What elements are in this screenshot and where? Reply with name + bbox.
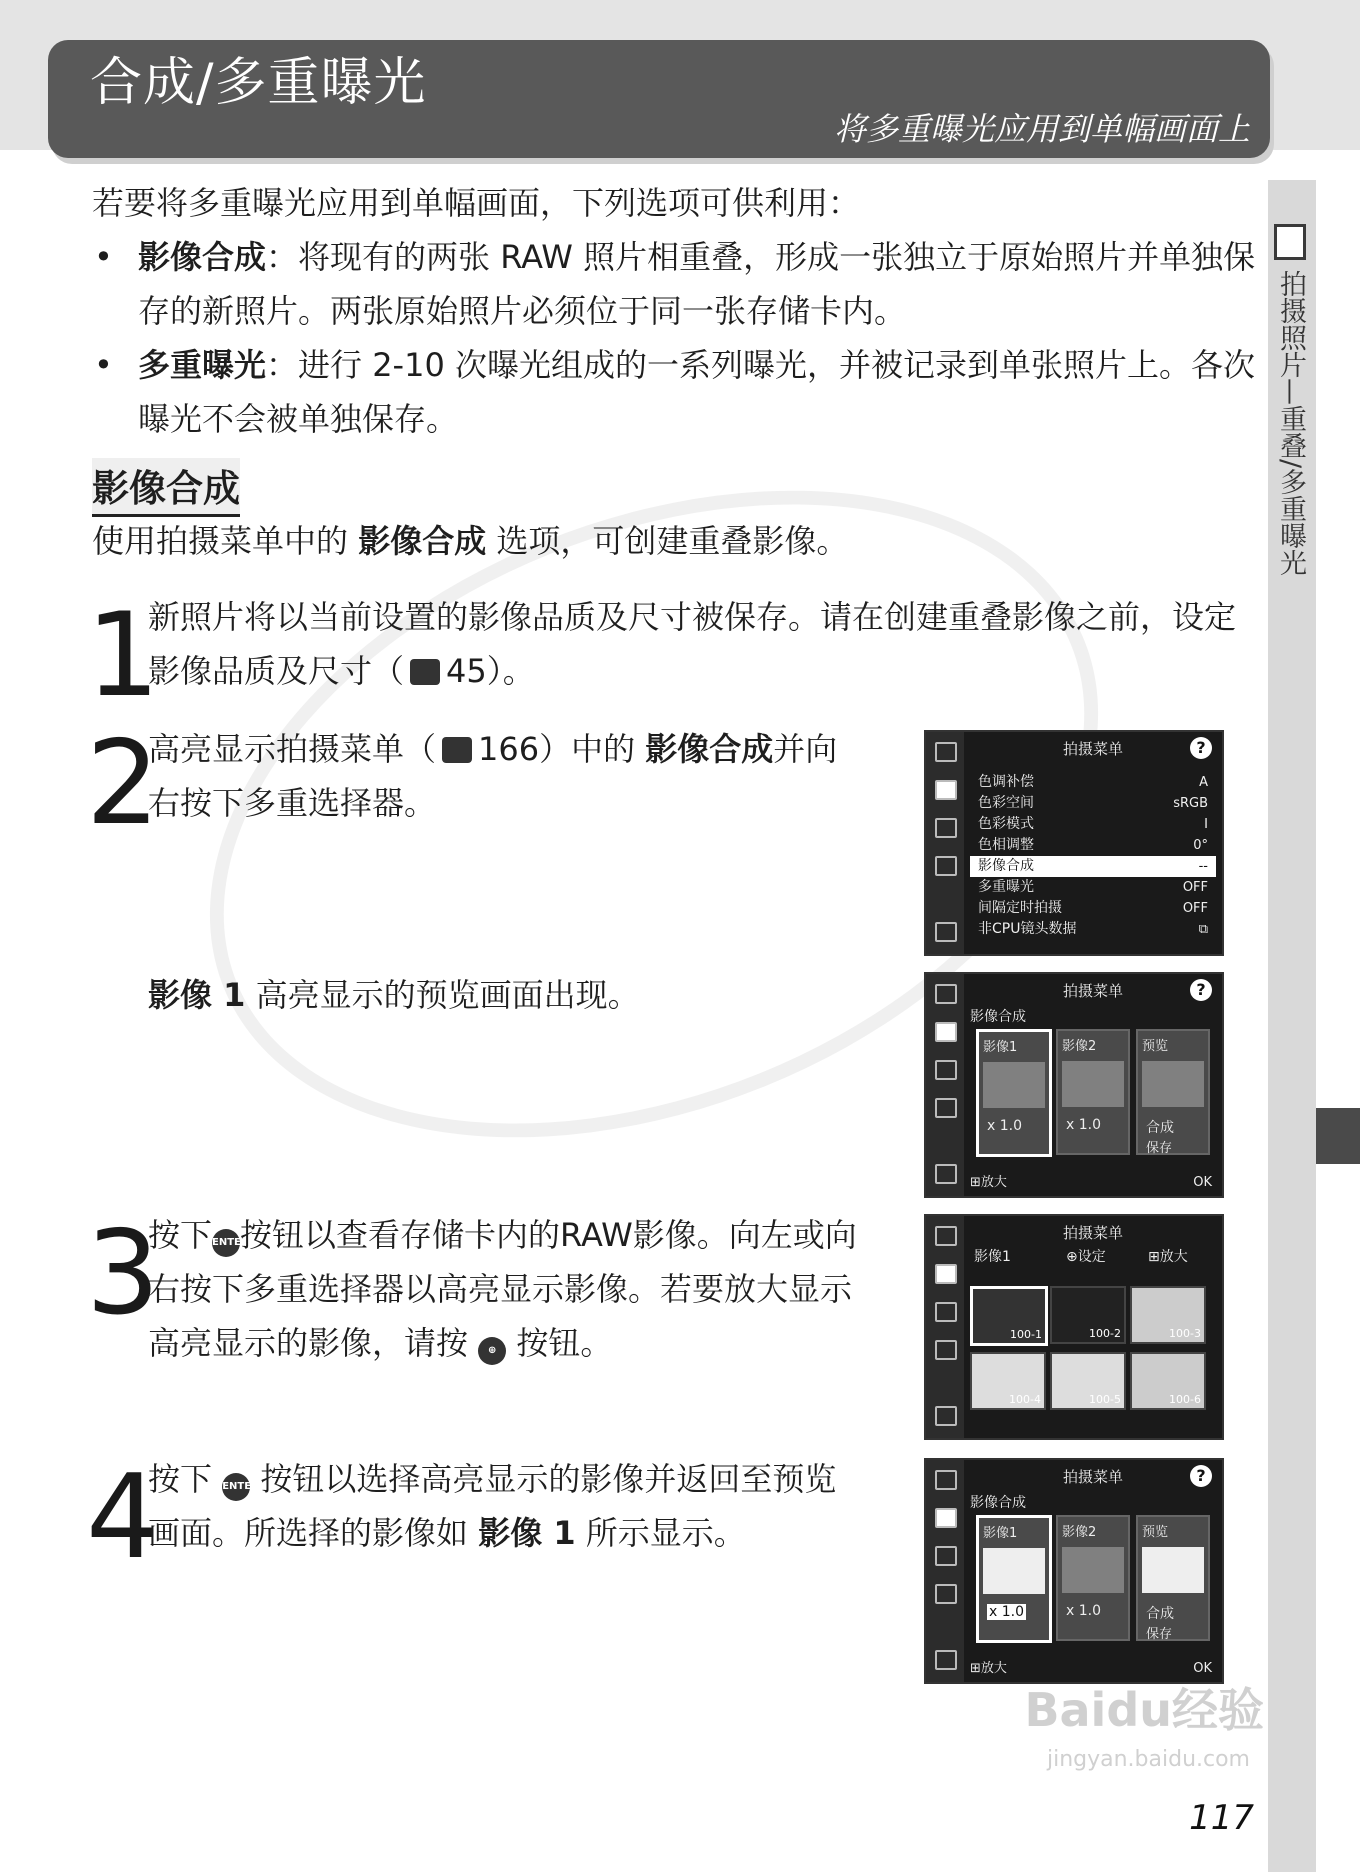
merge-label: 合成 [1146, 1120, 1174, 1136]
card-label: 影像2 [1062, 1039, 1097, 1054]
page-ref: 166 [478, 730, 540, 768]
menu-row-label: 色相调整 [978, 837, 1034, 853]
desc-post: 选项，可创建重叠影像。 [486, 522, 849, 560]
bullet-dot: • [94, 346, 113, 384]
thumbnail [970, 1352, 1046, 1410]
menu-row-value: OFF [1182, 880, 1208, 895]
card-label: 影像1 [983, 1040, 1018, 1055]
note-text: 高亮显示的预览画面出现。 [245, 976, 640, 1014]
menu-row-label: 色彩模式 [978, 816, 1034, 832]
card-thumb [1142, 1547, 1204, 1593]
recent-icon [935, 1164, 957, 1184]
image1-card [976, 1515, 1052, 1643]
zoom-label: ⊞放大 [1148, 1249, 1188, 1265]
image2-card [1056, 1029, 1130, 1155]
menu-row-value: 0° [1193, 838, 1208, 853]
page-ref: 45 [446, 652, 487, 690]
save-label: 保存 [1146, 1141, 1173, 1156]
step-text-part: 按钮以查看存储卡内的RAW影像。向左或向右按下多重选择器以高亮显示影像。若要放大显示高亮显示的影像，请按 [148, 1216, 857, 1362]
thumb-label: 100-5 [1089, 1393, 1121, 1406]
menu-row-label: 多重曝光 [978, 879, 1034, 895]
menu-row-selected [970, 856, 1216, 877]
ok-label: OK [1193, 1175, 1212, 1190]
bullet-text: ：将现有的两张 RAW 照片相重叠，形成一张独立于原始照片并单独保存的新照片。两张原始照片必须位于同一张存储卡内。 [138, 238, 1256, 330]
preview-card [1136, 1515, 1210, 1641]
step-term: 影像 1 [478, 1514, 576, 1552]
wrench-icon [935, 1584, 957, 1604]
ok-label: OK [1193, 1661, 1212, 1676]
step-term: 影像合成 [645, 730, 774, 768]
help-icon: ? [1190, 1465, 1212, 1487]
book-ref-icon [410, 659, 440, 685]
browser-label: 影像1 [974, 1249, 1011, 1265]
menu-side-tabs [926, 732, 964, 954]
desc-pre: 使用拍摄菜单中的 [92, 522, 359, 560]
baidu-url: jingyan.baidu.com [1046, 1747, 1250, 1772]
step-text [148, 1208, 860, 1370]
overlay-subtitle: 影像合成 [970, 1009, 1026, 1025]
preview-card [1136, 1029, 1210, 1155]
menu-row [970, 877, 1216, 898]
card-thumb [1062, 1061, 1124, 1107]
gain-value: x 1.0 [1066, 1117, 1101, 1133]
menu-row-value: I [1204, 817, 1208, 832]
menu-side-tabs [926, 1460, 964, 1682]
menu-title: 拍摄菜单 [1062, 1468, 1123, 1486]
menu-row-label: 间隔定时拍摄 [978, 900, 1062, 916]
thumb-label: 100-1 [1010, 1328, 1042, 1341]
zoom-icon: ⊞ [970, 1175, 981, 1190]
card-thumb [1142, 1061, 1204, 1107]
help-icon: ? [1190, 979, 1212, 1001]
recent-icon [935, 1650, 957, 1670]
shooting-icon [935, 1508, 957, 1528]
bullet-text: ：进行 2-10 次曝光组成的一系列曝光，并被记录到单张照片上。各次曝光不会被单独保存。 [138, 346, 1255, 438]
playback-icon [935, 742, 957, 762]
menu-row [970, 793, 1216, 814]
wrench-icon [935, 1340, 957, 1360]
menu-side-tabs [926, 1216, 964, 1438]
wrench-icon [935, 1098, 957, 1118]
menu-row-label: 色调补偿 [978, 774, 1034, 790]
camera-section-icon [1274, 224, 1306, 260]
card-label: 影像2 [1062, 1525, 1097, 1540]
camera-menu-screen [924, 730, 1224, 956]
menu-title: 拍摄菜单 [1062, 1224, 1123, 1242]
step-text-part: 并向右按下多重选择器。 [148, 730, 838, 822]
step-text-part: ）中的 [539, 730, 646, 768]
note-term: 影像 1 [148, 976, 246, 1014]
zoom-label: 放大 [980, 1661, 1007, 1676]
pencil-icon [935, 1546, 957, 1566]
card-label: 预览 [1142, 1039, 1169, 1054]
menu-row-label: 色彩空间 [978, 795, 1034, 811]
zoom-icon: ⊞ [970, 1661, 981, 1676]
step-text-part: ）。 [486, 652, 535, 690]
thumb-label: 100-4 [1009, 1393, 1041, 1406]
wrench-icon [935, 856, 957, 876]
overlay-selected-screen [924, 1458, 1224, 1684]
step-number: 3 [86, 1206, 160, 1341]
pencil-icon [935, 1302, 957, 1322]
step-number: 1 [86, 588, 160, 723]
thumb-label: 100-6 [1169, 1393, 1201, 1406]
bullet-dot: • [94, 238, 113, 276]
shooting-icon [935, 1022, 957, 1042]
overlay-preview-screen [924, 972, 1224, 1198]
zoom-text: 放大 [1159, 1249, 1188, 1265]
shooting-icon [935, 780, 957, 800]
set-text: 设定 [1077, 1249, 1106, 1265]
playback-icon [935, 984, 957, 1004]
menu-side-tabs [926, 974, 964, 1196]
step-note [148, 968, 640, 1022]
card-thumb [1062, 1547, 1124, 1593]
card-label: 影像1 [983, 1526, 1018, 1541]
step-text-part: 按下 [148, 1460, 223, 1498]
bullet-item [92, 230, 1258, 338]
menu-row-value: sRGB [1173, 796, 1208, 811]
gain-value: x 1.0 [1066, 1603, 1101, 1619]
menu-row-label: 影像合成 [978, 858, 1034, 874]
step-text [148, 1452, 860, 1560]
thumbnail [1050, 1352, 1126, 1410]
menu-row [970, 814, 1216, 835]
book-ref-icon [442, 737, 472, 763]
thumbnail [1130, 1286, 1206, 1344]
shooting-icon [935, 1264, 957, 1284]
pencil-icon [935, 1060, 957, 1080]
step-text-part: 按钮。 [506, 1324, 613, 1362]
thumbnail [1050, 1286, 1126, 1344]
step-text-part: 按钮以选择高亮显示的影像并返回至预览画面。所选择的影像如 [148, 1460, 837, 1552]
menu-row [970, 919, 1216, 940]
step-text [148, 590, 1258, 698]
chapter-tab [1316, 1108, 1360, 1164]
zoom-label: 放大 [980, 1175, 1007, 1190]
step-text-part: 高亮显示拍摄菜单（ [148, 730, 437, 768]
thumb-label: 100-2 [1089, 1327, 1121, 1340]
step-number: 2 [86, 716, 160, 851]
section-heading: 影像合成 [92, 458, 240, 517]
enter-button-icon: ENTER [222, 1473, 250, 1501]
step-text-part: 按下 [148, 1216, 213, 1254]
zoom-button-icon: ⊕ [478, 1337, 506, 1365]
thumbnail-grid [970, 1286, 1216, 1416]
image2-card [1056, 1515, 1130, 1641]
menu-row-value: A [1199, 775, 1208, 790]
thumbnail [970, 1286, 1048, 1346]
desc-term: 影像合成 [358, 522, 487, 560]
menu-row-value: ⧉ [1198, 922, 1208, 937]
side-tab-label: 拍摄照片—重叠/多重曝光 [1275, 270, 1306, 577]
menu-title: 拍摄菜单 [1062, 982, 1123, 1000]
pencil-icon [935, 818, 957, 838]
gain-value: x 1.0 [987, 1118, 1022, 1134]
intro-text: 若要将多重曝光应用到单幅画面，下列选项可供利用： [92, 184, 861, 222]
bullet-term: 影像合成 [138, 238, 267, 276]
step-text-part: 所示显示。 [575, 1514, 746, 1552]
step-text-part: 新照片将以当前设置的影像品质及尺寸被保存。请在创建重叠影像之前，设定影像品质及尺寸（ [148, 598, 1237, 690]
playback-icon [935, 1470, 957, 1490]
thumb-label: 100-3 [1169, 1327, 1201, 1340]
bullet-term: 多重曝光 [138, 346, 267, 384]
overlay-subtitle: 影像合成 [970, 1495, 1026, 1511]
merge-label: 合成 [1146, 1606, 1174, 1622]
menu-row-value: OFF [1182, 901, 1208, 916]
menu-row [970, 835, 1216, 856]
recent-icon [935, 922, 957, 942]
page-subtitle: 将多重曝光应用到单幅画面上 [833, 110, 1250, 148]
menu-row-value: -- [1198, 859, 1208, 874]
step-text [148, 722, 868, 830]
baidu-watermark: Baidu经验 [1024, 1683, 1264, 1737]
image1-card [976, 1029, 1052, 1157]
set-label: ⊕设定 [1066, 1249, 1106, 1265]
menu-title: 拍摄菜单 [1062, 740, 1123, 758]
thumbnail [1130, 1352, 1206, 1410]
save-label: 保存 [1146, 1627, 1173, 1642]
image-browser-screen [924, 1214, 1224, 1440]
menu-row [970, 898, 1216, 919]
page-number: 117 [1189, 1798, 1254, 1838]
bullet-item [92, 338, 1258, 446]
playback-icon [935, 1226, 957, 1246]
bullet-list [92, 230, 1258, 446]
screen-footer [970, 1172, 1216, 1194]
section-description [92, 514, 848, 568]
step-number: 4 [86, 1450, 160, 1585]
page-title: 合成/多重曝光 [90, 53, 427, 113]
help-icon: ? [1190, 737, 1212, 759]
recent-icon [935, 1406, 957, 1426]
menu-row-label: 非CPU镜头数据 [978, 921, 1077, 937]
card-thumb [983, 1062, 1045, 1108]
enter-button-icon: ENTER [212, 1229, 240, 1257]
gain-value: x 1.0 [989, 1604, 1024, 1620]
menu-row [970, 772, 1216, 793]
card-thumb [983, 1548, 1045, 1594]
card-label: 预览 [1142, 1525, 1169, 1540]
